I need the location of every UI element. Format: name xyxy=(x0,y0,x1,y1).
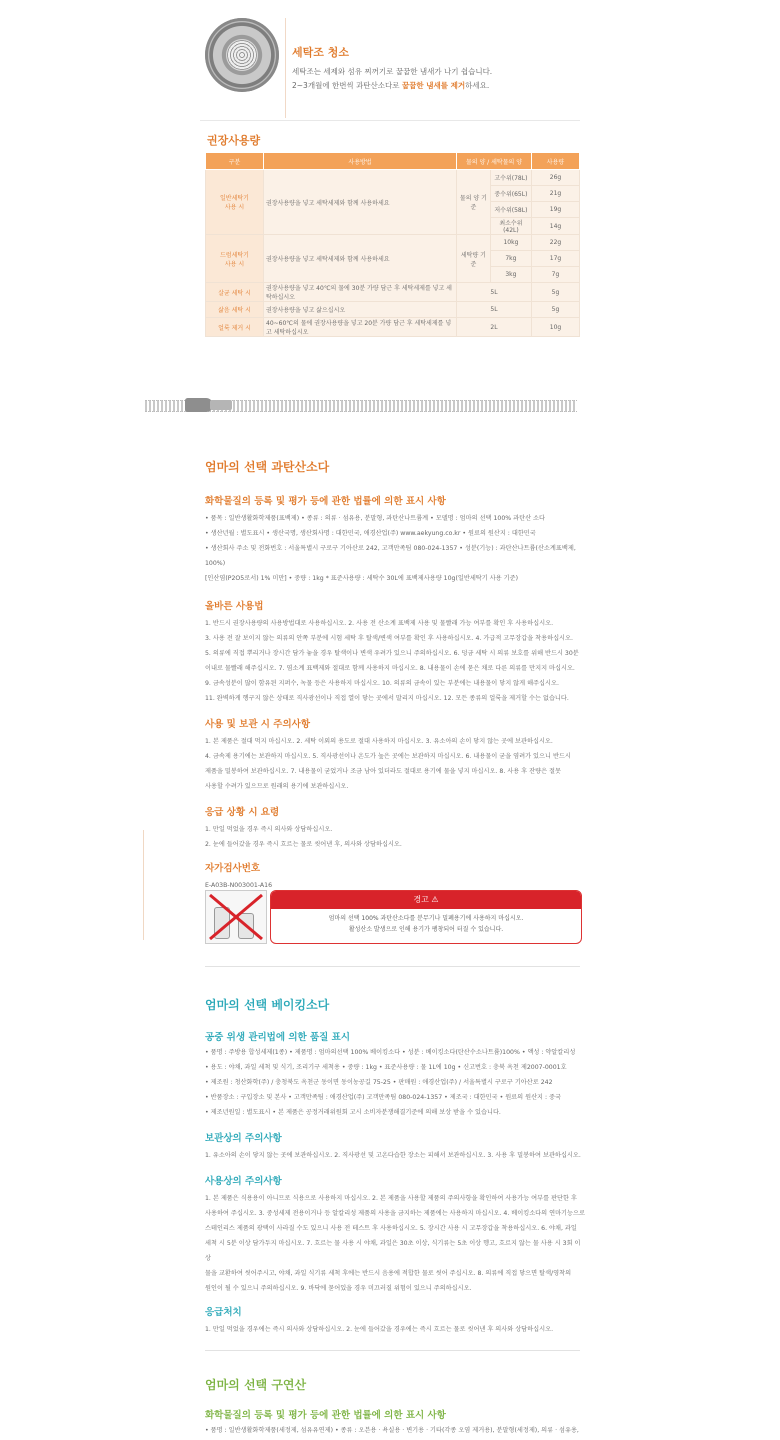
table-cell-dose: 14g xyxy=(532,218,580,235)
section-divider xyxy=(205,1350,580,1351)
section-title: 엄마의 선택 과탄산소다 xyxy=(205,460,330,474)
warning-line: 활성산소 발생으로 인해 용기가 팽창되어 터질 수 있습니다. xyxy=(348,926,504,933)
emergency-lines xyxy=(205,1322,585,1337)
text-line: 1. 반드시 권장사용량의 사용방법대로 사용하십시오. 2. 사용 전 산소계 표백제 사용 및 물빨래 가능 여부를 확인 후 사용하십시오. xyxy=(205,620,554,627)
table-cell-dose: 5g xyxy=(532,302,580,318)
table-cell-amount-basis: 3kg xyxy=(490,267,531,283)
text-line: 사용하여 주십시오. 3. 중성세제 전용이거나 등 알칼리성 제품의 사용을 금지하는 제품에는 사용하지 마십시오. 4. 베이킹소다의 연마기능으로 xyxy=(205,1210,585,1217)
table-cell-dose: 10g xyxy=(532,318,580,337)
law-lines xyxy=(205,1423,585,1438)
text-line: • 품명 : 주방용 합성세제(1종) • 제품명 : 엄마의선택 100% 베이킹소다 • 성분 : 베이킹소다(탄산수소나트륨)100% • 액성 : 약알칼리성 xyxy=(205,1049,576,1056)
warning-line: 엄마의 선택 100% 과탄산소다를 분무기나 밀폐용기에 사용하지 마십시오. xyxy=(328,915,524,922)
table-header: 사용량 xyxy=(532,153,580,170)
usage-table xyxy=(205,152,580,337)
table-cell-amount-basis: 중수위(65L) xyxy=(490,186,531,202)
table-cell-method: 권장사용량을 넣고 세탁세제와 함께 사용하세요 xyxy=(264,170,457,235)
highlight-text: 꿉꿉한 냄새를 제거 xyxy=(401,81,466,90)
table-cell-category: 살균 세탁 시 xyxy=(206,283,264,302)
no-sprayer-warning-image xyxy=(205,890,267,944)
storage-lines xyxy=(205,1148,585,1163)
table-cell-method: 권장사용량을 넣고 삶으십시오 xyxy=(264,302,457,318)
percarbonate-section xyxy=(205,458,585,893)
table-cell-amount-basis: 최소수위(42L) xyxy=(490,218,531,235)
tub-cleaning-title: 세탁조 청소 xyxy=(292,46,349,59)
storage-title: 사용 및 보관 시 주의사항 xyxy=(205,719,310,730)
table-cell-amount-basis: 7kg xyxy=(490,251,531,267)
text-line: • 생산년월 : 별도표시 • 생산국명, 생산회사명 : 대한민국, 애경산업(주) www.aekyung.co.kr • 원료의 원산지 : 대한민국 xyxy=(205,530,536,537)
tub-cleaning-section xyxy=(200,12,580,121)
table-cell-dose: 21g xyxy=(532,186,580,202)
citric-acid-section xyxy=(205,1376,585,1438)
table-cell-dose: 19g xyxy=(532,202,580,218)
baking-soda-section xyxy=(205,996,585,1337)
text-segment: 2~3개월에 한번씩 과탄산소다로 xyxy=(292,81,402,90)
table-cell-basis: 물의 양 기준 xyxy=(457,170,491,235)
text-line: 사용할 수려가 있으므로 원래의 용기에 보관하십시오. xyxy=(205,783,349,790)
text-line: 1. 본 제품은 절대 먹지 마십시오. 2. 세탁 이외의 용도로 절대 사용하지 마십시오. 3. 유소아의 손이 닿지 않는 곳에 보관하십시오. xyxy=(205,738,553,745)
law-title: 화학물질의 등록 및 평가 등에 관한 법률에 의한 표시 사항 xyxy=(205,496,446,507)
text-line: • 품명 : 일반생활화학제품(세정제, 섬유유연제) • 종류 : 오븐용 · 욕실용 · 변기용 · 기타(각종 오염 제거용), 분말형(세정제), 의류 · 섬유용, xyxy=(205,1427,579,1434)
table-body xyxy=(206,170,580,337)
storage-lines xyxy=(205,734,585,794)
text-line: • 제조원 : 청산화학(주) / 충청북도 옥천군 동이면 동이농공길 75-25 • 판매원 : 애경산업(주) / 서울특별시 구로구 기아산로 242 xyxy=(205,1079,553,1086)
warning-header xyxy=(271,891,581,909)
law-title: 화학물질의 등록 및 평가 등에 관한 법률에 의한 표시 사항 xyxy=(205,1410,446,1421)
table-cell-category: 일반세탁기 사용 시 xyxy=(206,170,264,235)
table-cell-dose: 5g xyxy=(532,283,580,302)
table-cell-category: 드럼세탁기 사용 시 xyxy=(206,235,264,283)
emergency-title: 응급처치 xyxy=(205,1307,242,1318)
table-header: 구분 xyxy=(206,153,264,170)
table-cell-method: 40~60℃의 물에 권장사용량을 넣고 20분 가량 담근 후 세탁세제를 넣고 세탁하십시오 xyxy=(264,318,457,337)
table-cell-amount-basis: 5L xyxy=(457,302,532,318)
text-line: 3. 사용 전 잘 보이지 않는 의류의 안쪽 부분에 시험 세탁 후 탈색/변색 여부를 확인 후 사용하십시오. 4. 가급적 고무장갑을 착용하십시오. xyxy=(205,635,573,642)
table-cell-amount-basis: 5L xyxy=(457,283,532,302)
warning-title: 경고 xyxy=(413,895,429,904)
text-line: 2. 눈에 들어갔을 경우 즉시 흐르는 물로 씻어낸 후, 의사와 상담하십시오. xyxy=(205,841,402,848)
washing-drum-image xyxy=(205,18,279,92)
text-line: 5. 의류에 직접 뿌리거나 장시간 담가 놓을 경우 탈색이나 변색 우려가 있으니 주의하십시오. 6. 덩금 세탁 시 의류 보호를 위해 반드시 30분 xyxy=(205,650,579,657)
tub-cleaning-desc-2 xyxy=(292,80,489,91)
table-cell-basis: 세탁량 기준 xyxy=(457,235,491,283)
selfcheck-number: E-A03B-N003001-A16 xyxy=(205,882,273,889)
warning-body xyxy=(271,909,581,935)
zipper-slider-icon xyxy=(210,400,232,410)
text-line: 세척 시 5분 이상 담가두지 마십시오. 7. 흐르는 물 사용 시 야채, 과일은 30초 이상, 식기류는 5초 이상 헹고, 흐르지 않는 물 사용 시 3회 이상 xyxy=(205,1240,581,1262)
text-line: 스테인리스 제품의 광택이 사라질 수도 있으니 사용 전 테스트 후 사용하십시오. 5. 장시간 사용 시 고무장갑을 착용하십시오. 6. 야채, 과일 xyxy=(205,1225,577,1232)
table-cell-dose: 17g xyxy=(532,251,580,267)
text-line: • 제조년원일 : 별도표시 • 본 제품은 공정거래위원회 고시 소비자분쟁해결기준에 의해 보상 받을 수 있습니다. xyxy=(205,1109,501,1116)
usage-title: 올바른 사용법 xyxy=(205,601,264,612)
table-cell-method: 권장사용량을 넣고 세탁세제와 함께 사용하세요 xyxy=(264,235,457,283)
law-title: 공중 위생 관리법에 의한 품질 표시 xyxy=(205,1032,351,1043)
text-line: • 품목 : 일반생활화학제품(표백제) • 종류 : 의류 · 섬유용, 분말형, 과탄산나트륨계 • 모델명 : 엄마의 선택 100% 과탄산 소다 xyxy=(205,515,546,522)
divider xyxy=(285,18,286,118)
table-cell-category: 얼룩 제거 시 xyxy=(206,318,264,337)
text-line: 9. 금속성분이 많이 함유된 지퍼수, 녹물 등은 사용하지 마십시오. 10. 의류의 금속이 있는 부분에는 내용물이 닿지 않게 해주십시오. xyxy=(205,680,559,687)
text-line: 1. 본 제품은 식용용이 아니므로 식용으로 사용하지 마십시오. 2. 본 제품을 사용할 제품의 주의사항을 확인하여 사용가능 여부를 판단한 후 xyxy=(205,1195,577,1202)
table-cell-amount-basis: 2L xyxy=(457,318,532,337)
table-cell-amount-basis: 10kg xyxy=(490,235,531,251)
tub-cleaning-desc: 세탁조는 세제와 섬유 찌꺼기로 꿉꿉한 냄새가 나기 쉽습니다. xyxy=(292,67,493,76)
text-line: 1. 만일 먹었을 경우에는 즉시 의사와 상담하십시오. 2. 눈에 들어갔을 경우에는 즉시 흐르는 물로 씻어낸 후 의사와 상담하십시오. xyxy=(205,1326,554,1333)
table-cell-method: 권장사용량을 넣고 40℃의 물에 30분 가량 담근 후 세탁세제를 넣고 세탁하십시오 xyxy=(264,283,457,302)
warning-box xyxy=(270,890,582,944)
usage-lines xyxy=(205,616,585,706)
table-row xyxy=(206,283,580,302)
text-line: 제품을 밀봉하여 보관하십시오. 7. 내용물이 굳었거나 조금 남아 있더라도 절대로 용기에 물을 넣지 마십시오. 8. 사용 후 잔량은 절못 xyxy=(205,768,561,775)
table-cell-amount-basis: 저수위(58L) xyxy=(490,202,531,218)
table-header: 물의 양 / 세탁물의 양 xyxy=(457,153,532,170)
text-line: 원인이 될 수 있으니 주의하십시오. 9. 바닥에 묻어있을 경우 미끄러질 위험이 있으니 주의하십시오. xyxy=(205,1285,472,1292)
text-line: 이내로 물빨래 해주십시오. 7. 염소계 표백제와 절대로 함께 사용하지 마십시오. 8. 내용물이 손에 묻은 채로 다른 의류를 만지지 마십시오. xyxy=(205,665,575,672)
table-cell-dose: 7g xyxy=(532,267,580,283)
usage-title: 사용상의 주의사항 xyxy=(205,1176,282,1187)
emergency-lines xyxy=(205,822,585,852)
section-title: 엄마의 선택 베이킹소다 xyxy=(205,998,330,1012)
text-line: • 반품장소 : 구입장소 및 본사 • 고객만족팀 : 애경산업(주) 고객만족팀 080-024-1357 • 제조국 : 대한민국 • 원료의 원산지 : 중국 xyxy=(205,1094,561,1101)
selfcheck-title: 자가검사번호 xyxy=(205,863,261,874)
table-cell-dose: 26g xyxy=(532,170,580,186)
warning-triangle-icon: ⚠ xyxy=(431,895,439,904)
text-line: 1. 유소아의 손이 닿지 않는 곳에 보관하십시오. 2. 직사광선 및 고온다습한 장소는 피해서 보관하십시오. 3. 사용 후 밀봉하여 보관하십시오. xyxy=(205,1152,581,1159)
section-title: 엄마의 선택 구연산 xyxy=(205,1378,307,1392)
usage-lines xyxy=(205,1191,585,1296)
text-line: [인산염(P2O5로서) 1% 미만] • 중량 : 1kg * 표준사용량 : 세탁수 30L에 표백제사용량 10g(일반세탁기 사용 기준) xyxy=(205,575,519,582)
table-row xyxy=(206,170,580,186)
table-cell-category: 삶음 세탁 시 xyxy=(206,302,264,318)
table-row xyxy=(206,318,580,337)
law-lines xyxy=(205,1045,585,1120)
text-line: 11. 완벽하게 헹구지 않은 상태로 직사광선이나 직접 열이 닿는 곳에서 말리지 마십시오. 12. 모든 종류의 얼룩을 제거할 수는 없습니다. xyxy=(205,695,569,702)
table-header: 사용방법 xyxy=(264,153,457,170)
table-header-row xyxy=(206,153,580,170)
text-line: 1. 만일 먹었을 경우 즉시 의사와 상담하십시오. xyxy=(205,826,333,833)
text-line: 물을 교환하여 씻어주시고, 야채, 과일 식기류 세척 후에는 반드시 음용에 적합한 물로 씻어 주십시오. 8. 의류에 직접 닿으면 탈색/영착의 xyxy=(205,1270,572,1277)
law-lines xyxy=(205,511,585,586)
prohibited-icon xyxy=(206,891,266,943)
table-cell-dose: 22g xyxy=(532,235,580,251)
section-divider xyxy=(205,966,580,967)
text-line: 4. 금속제 용기에는 보관하지 마십시오. 5. 직사광선이나 온도가 높은 곳에는 보관하지 마십시오. 6. 내용물이 굳을 염려가 있으니 반드시 xyxy=(205,753,571,760)
emergency-title: 응급 상황 시 요령 xyxy=(205,807,280,818)
text-segment: 하세요. xyxy=(465,81,490,90)
text-line: • 생산회사 주소 및 전화번호 : 서울특별시 구로구 기아산로 242, 고객만족팀 080-024-1357 • 성분(기능) : 과탄산나트륨(산소계표백제, 100%) xyxy=(205,545,576,567)
storage-title: 보관상의 주의사항 xyxy=(205,1133,282,1144)
decorative-line xyxy=(143,830,144,940)
table-row xyxy=(206,302,580,318)
zipper-pull-icon xyxy=(185,398,213,412)
text-line: • 용도 : 야채, 과일 세척 및 식기, 조리기구 세척용 • 중량 : 1kg • 표준사용량 : 물 1L에 10g • 신고번호 : 충북 옥천 제2007-0001호 xyxy=(205,1064,567,1071)
recommended-usage-title: 권장사용량 xyxy=(207,134,261,147)
table-row xyxy=(206,235,580,251)
table-cell-amount-basis: 고수위(78L) xyxy=(490,170,531,186)
